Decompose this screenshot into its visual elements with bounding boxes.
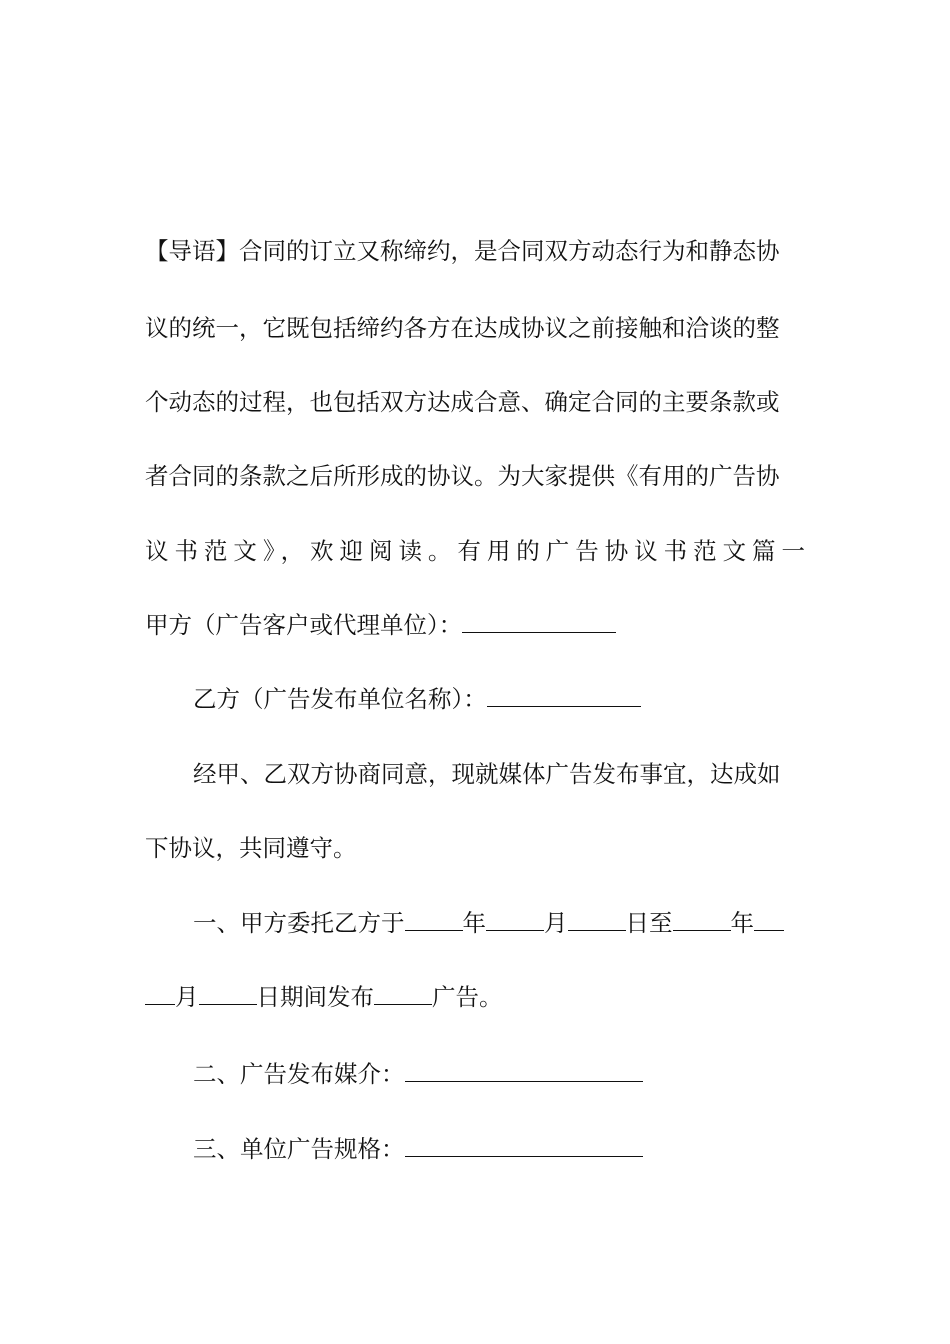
clause-2-line: [193, 1056, 805, 1092]
month2-blank-part1: [754, 908, 784, 931]
year-label: 年: [462, 909, 486, 937]
clause-1-line-2: [145, 979, 805, 1015]
clause-3-line: [193, 1131, 805, 1167]
intro-line-3: 个动态的过程，也包括双方达成合意、确定合同的主要条款或: [145, 388, 780, 416]
agreement-line-1: 经甲、乙双方协商同意，现就媒体广告发布事宜，达成如: [193, 760, 781, 788]
intro-line-1: 【导语】合同的订立又称缔约，是合同双方动态行为和静态协: [145, 237, 780, 265]
agreement-line-2: 下协议，共同遵守。: [145, 834, 357, 862]
clause-1-line-1: [193, 905, 805, 941]
year2-blank: [673, 908, 731, 931]
day-to-label: 日至: [625, 909, 673, 937]
media-blank: [405, 1059, 643, 1082]
party-a-line: [145, 607, 805, 643]
party-b-blank: [487, 684, 641, 707]
party-a-label: 甲方（广告客户或代理单位）：: [145, 611, 463, 639]
spec-blank: [405, 1134, 643, 1157]
period-label: 日期间发布: [256, 983, 374, 1011]
day2-blank: [199, 982, 257, 1005]
clause-3-label: 三、单位广告规格：: [193, 1135, 405, 1163]
party-a-blank: [462, 610, 616, 633]
intro-line-2: 议的统一，它既包括缔约各方在达成协议之前接触和洽谈的整: [145, 314, 780, 342]
party-b-line: [193, 681, 805, 717]
party-b-label: 乙方（广告发布单位名称）：: [193, 685, 487, 713]
month2-blank-part2: [145, 982, 175, 1005]
ad-label: 广告。: [432, 983, 503, 1011]
month-blank: [486, 908, 544, 931]
intro-line-5: 议书范文》，欢迎阅读。有用的广告协议书范文篇一: [145, 537, 805, 565]
day-blank: [568, 908, 626, 931]
ad-blank: [374, 982, 432, 1005]
year2-label: 年: [730, 909, 754, 937]
month2-label: 月: [175, 983, 199, 1011]
clause-2-label: 二、广告发布媒介：: [193, 1060, 405, 1088]
month-label: 月: [544, 909, 568, 937]
year-blank: [405, 908, 463, 931]
clause-1-prefix: 一、甲方委托乙方于: [193, 909, 405, 937]
intro-line-4: 者合同的条款之后所形成的协议。为大家提供《有用的广告协: [145, 462, 780, 490]
